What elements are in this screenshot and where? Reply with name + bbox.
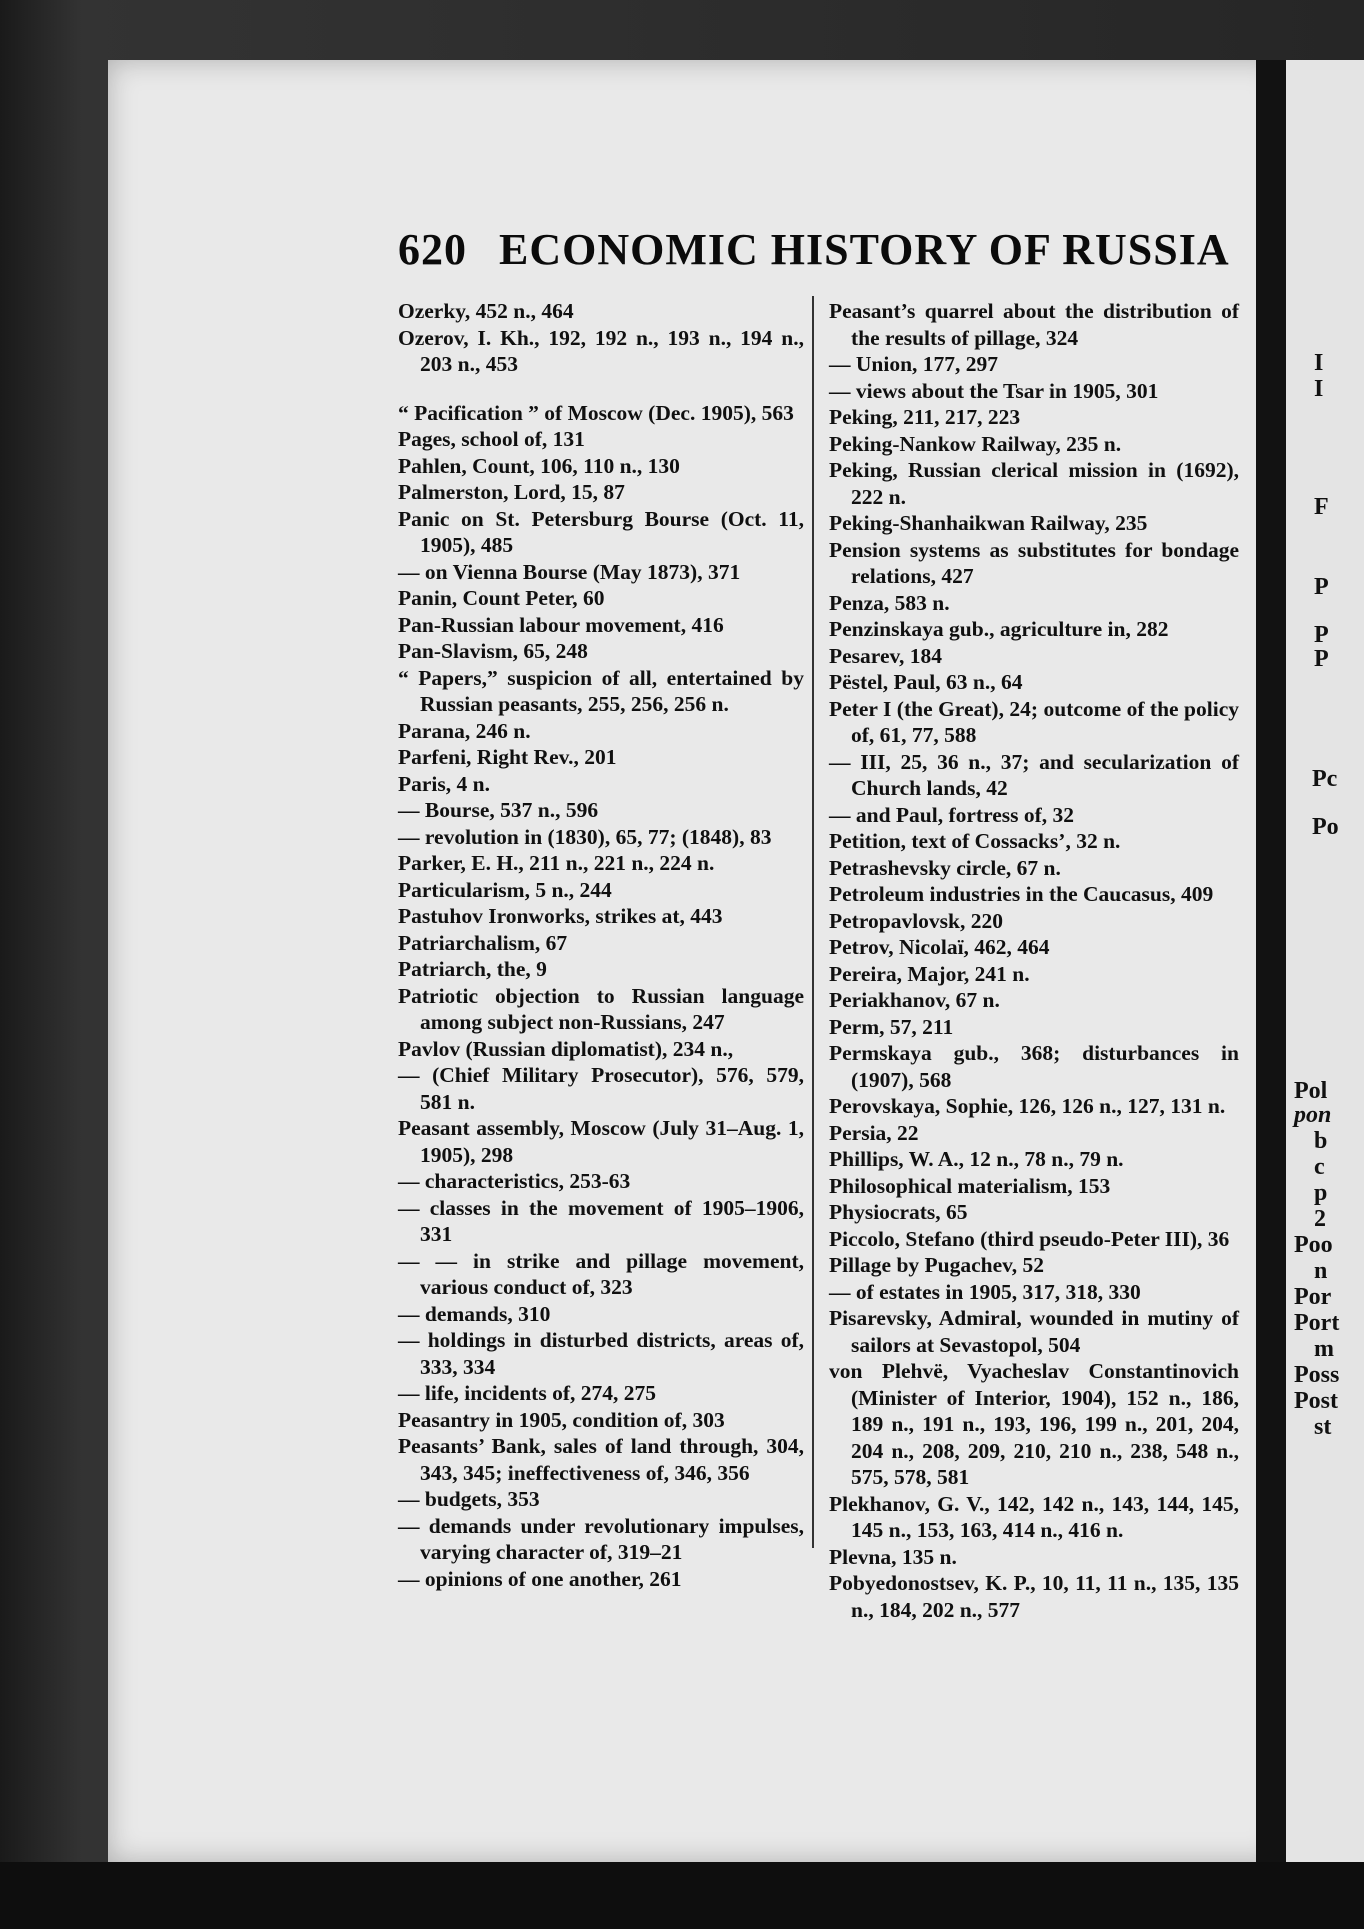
index-entry: — views about the Tsar in 1905, 301 bbox=[829, 378, 1159, 403]
index-entry: — demands, 310 bbox=[398, 1301, 551, 1326]
index-entry: “ Pacification ” of Moscow (Dec. 1905), 563 bbox=[398, 400, 794, 425]
index-entry: Pereira, Major, 241 n. bbox=[829, 961, 1030, 986]
index-entry: Pëstel, Paul, 63 n., 64 bbox=[829, 670, 1023, 694]
index-entry: — holdings in disturbed districts, areas of, 333, 334 bbox=[398, 1328, 804, 1379]
column-divider bbox=[812, 296, 814, 1548]
index-entry: — and Paul, fortress of, 32 bbox=[829, 802, 1075, 827]
index-entry: Patriarchalism, 67 bbox=[398, 930, 568, 955]
facing-page-fragment: st bbox=[1314, 1414, 1332, 1440]
index-entry: — on Vienna Bourse (May 1873), 371 bbox=[398, 559, 741, 584]
index-entry: — Bourse, 537 n., 596 bbox=[398, 798, 599, 822]
facing-page-fragment: p bbox=[1314, 1180, 1328, 1206]
facing-page-fragment: I bbox=[1314, 376, 1324, 402]
index-entry: Persia, 22 bbox=[829, 1120, 919, 1145]
index-entry: Panin, Count Peter, 60 bbox=[398, 586, 605, 610]
index-entry: Paris, 4 n. bbox=[398, 771, 490, 796]
index-entry: — — in strike and pillage movement, various conduct of, 323 bbox=[398, 1248, 804, 1299]
index-entry: Petition, text of Cossacks’, 32 n. bbox=[829, 829, 1121, 853]
index-entry: Pan-Slavism, 65, 248 bbox=[398, 639, 588, 663]
index-entry: Palmerston, Lord, 15, 87 bbox=[398, 480, 625, 504]
book-gutter bbox=[1256, 60, 1286, 1862]
index-entry: Peking-Nankow Railway, 235 n. bbox=[829, 431, 1122, 456]
index-entry: Pobyedonostsev, K. P., 10, 11, 11 n., 135, 135 n., 184, 202 n., 577 bbox=[829, 1571, 1239, 1622]
index-entry: von Plehvë, Vyacheslav Constantinovich (Minister of Interior, 1904), 152 n., 186, 189 n., 191 n., 193, 196, 199 n., 201, 204, 204 n., 208, 209, 210, 210 n., 238, 548 n., 575, 578, 581 bbox=[829, 1359, 1239, 1489]
scan-bottom-edge bbox=[0, 1862, 1364, 1929]
index-entry: Plekhanov, G. V., 142, 142 n., 143, 144, 145, 145 n., 153, 163, 414 n., 416 n. bbox=[829, 1491, 1239, 1542]
index-entry: Penzinskaya gub., agriculture in, 282 bbox=[829, 617, 1169, 641]
index-entry: Pages, school of, 131 bbox=[398, 427, 585, 451]
index-entry: — revolution in (1830), 65, 77; (1848), 83 bbox=[398, 824, 772, 849]
facing-page-fragment: b bbox=[1314, 1128, 1328, 1154]
facing-page-fragment: Port bbox=[1294, 1310, 1340, 1336]
index-entry: Periakhanov, 67 n. bbox=[829, 988, 1000, 1012]
index-entry: — (Chief Military Prosecutor), 576, 579, 581 n. bbox=[398, 1063, 804, 1114]
index-entry: — of estates in 1905, 317, 318, 330 bbox=[829, 1279, 1141, 1304]
index-entry: Peasant assembly, Moscow (July 31–Aug. 1, 1905), 298 bbox=[398, 1116, 804, 1167]
facing-page-fragment: 2 bbox=[1314, 1206, 1326, 1232]
index-entry: Peasants’ Bank, sales of land through, 304, 343, 345; ineffectiveness of, 346, 356 bbox=[398, 1434, 804, 1485]
index-entry: Patriarch, the, 9 bbox=[398, 957, 547, 981]
facing-page-fragment: Pol bbox=[1294, 1078, 1328, 1104]
index-entry: Petrashevsky circle, 67 n. bbox=[829, 855, 1061, 880]
index-entry: — budgets, 353 bbox=[398, 1487, 540, 1511]
facing-page-fragment: Po bbox=[1312, 814, 1339, 840]
index-entry: — opinions of one another, 261 bbox=[398, 1566, 682, 1591]
index-entry: Petrov, Nicolaï, 462, 464 bbox=[829, 935, 1050, 959]
index-entry: Physiocrats, 65 bbox=[829, 1200, 968, 1224]
index-entry: Pension systems as substitutes for bondage relations, 427 bbox=[829, 537, 1239, 588]
facing-page-fragment: Poss bbox=[1294, 1362, 1340, 1388]
index-entry: Parfeni, Right Rev., 201 bbox=[398, 745, 617, 769]
facing-page-fragment: P bbox=[1314, 622, 1329, 648]
facing-page-fragment: Pc bbox=[1312, 766, 1338, 792]
facing-page-fragment: I bbox=[1314, 350, 1324, 376]
index-entry: Pastuhov Ironworks, strikes at, 443 bbox=[398, 904, 723, 928]
index-entry: Pillage by Pugachev, 52 bbox=[829, 1253, 1044, 1277]
facing-page-fragment: pon bbox=[1294, 1102, 1332, 1128]
index-entry: Piccolo, Stefano (third pseudo-Peter III), 36 bbox=[829, 1226, 1230, 1251]
index-entry: Pavlov (Russian diplomatist), 234 n., bbox=[398, 1036, 734, 1061]
index-entry: — characteristics, 253-63 bbox=[398, 1169, 631, 1193]
index-entry: Perovskaya, Sophie, 126, 126 n., 127, 131 n. bbox=[829, 1094, 1226, 1118]
index-column-right bbox=[829, 298, 1239, 1623]
index-entry: — III, 25, 36 n., 37; and secularization of Church lands, 42 bbox=[829, 749, 1239, 800]
facing-page-fragment: Poo bbox=[1294, 1232, 1333, 1258]
index-entry: Peasantry in 1905, condition of, 303 bbox=[398, 1407, 725, 1432]
index-entry: Penza, 583 n. bbox=[829, 590, 950, 615]
running-header bbox=[398, 224, 1230, 275]
index-entry: Peking, Russian clerical mission in (1692), 222 n. bbox=[829, 458, 1239, 509]
index-entry: Pisarevsky, Admiral, wounded in mutiny of sailors at Sevastopol, 504 bbox=[829, 1306, 1239, 1357]
index-entry: Patriotic objection to Russian language among subject non-Russians, 247 bbox=[398, 983, 804, 1034]
index-entry: Permskaya gub., 368; disturbances in (1907), 568 bbox=[829, 1041, 1239, 1092]
book-title: ECONOMIC HISTORY OF RUSSIA bbox=[499, 225, 1230, 274]
page-number: 620 bbox=[398, 225, 467, 274]
index-entry: Peking-Shanhaikwan Railway, 235 bbox=[829, 511, 1148, 535]
index-entry: Parker, E. H., 211 n., 221 n., 224 n. bbox=[398, 851, 715, 875]
facing-page-fragment: Post bbox=[1294, 1388, 1338, 1414]
index-entry: Peking, 211, 217, 223 bbox=[829, 405, 1021, 429]
index-entry: — demands under revolutionary impulses, varying character of, 319–21 bbox=[398, 1513, 804, 1564]
index-entry: Plevna, 135 n. bbox=[829, 1544, 957, 1569]
index-entry: Philosophical materialism, 153 bbox=[829, 1173, 1111, 1198]
index-entry: Ozerky, 452 n., 464 bbox=[398, 299, 574, 323]
facing-page-fragment: P bbox=[1314, 574, 1329, 600]
index-entry: Particularism, 5 n., 244 bbox=[398, 877, 612, 902]
index-entry: Peter I (the Great), 24; outcome of the policy of, 61, 77, 588 bbox=[829, 696, 1239, 747]
index-entry: Pahlen, Count, 106, 110 n., 130 bbox=[398, 453, 680, 478]
index-column-left bbox=[398, 298, 804, 1592]
index-entry: Parana, 246 n. bbox=[398, 718, 531, 743]
facing-page bbox=[1286, 60, 1364, 1862]
index-entry: Phillips, W. A., 12 n., 78 n., 79 n. bbox=[829, 1147, 1124, 1171]
index-entry: Petroleum industries in the Caucasus, 409 bbox=[829, 882, 1214, 906]
index-entry: Petropavlovsk, 220 bbox=[829, 908, 1003, 933]
index-entry: Pan-Russian labour movement, 416 bbox=[398, 612, 724, 637]
index-entry: — classes in the movement of 1905–1906, 331 bbox=[398, 1195, 804, 1246]
index-entry: Peasant’s quarrel about the distribution of the results of pillage, 324 bbox=[829, 299, 1239, 350]
index-entry: “ Papers,” suspicion of all, entertained by Russian peasants, 255, 256, 256 n. bbox=[398, 665, 804, 716]
index-entry: — life, incidents of, 274, 275 bbox=[398, 1381, 656, 1405]
facing-page-fragment: n bbox=[1314, 1258, 1328, 1284]
facing-page-fragment: F bbox=[1314, 494, 1329, 520]
facing-page-fragment: c bbox=[1314, 1154, 1325, 1180]
facing-page-fragment: P bbox=[1314, 646, 1329, 672]
index-entry: Pesarev, 184 bbox=[829, 643, 943, 668]
index-entry: Ozerov, I. Kh., 192, 192 n., 193 n., 194 n., 203 n., 453 bbox=[398, 325, 804, 376]
index-entry: Perm, 57, 211 bbox=[829, 1014, 954, 1039]
index-entry: Panic on St. Petersburg Bourse (Oct. 11, 1905), 485 bbox=[398, 506, 804, 557]
index-entry: — Union, 177, 297 bbox=[829, 352, 999, 376]
facing-page-fragment: m bbox=[1314, 1336, 1334, 1362]
facing-page-fragment: Por bbox=[1294, 1284, 1332, 1310]
